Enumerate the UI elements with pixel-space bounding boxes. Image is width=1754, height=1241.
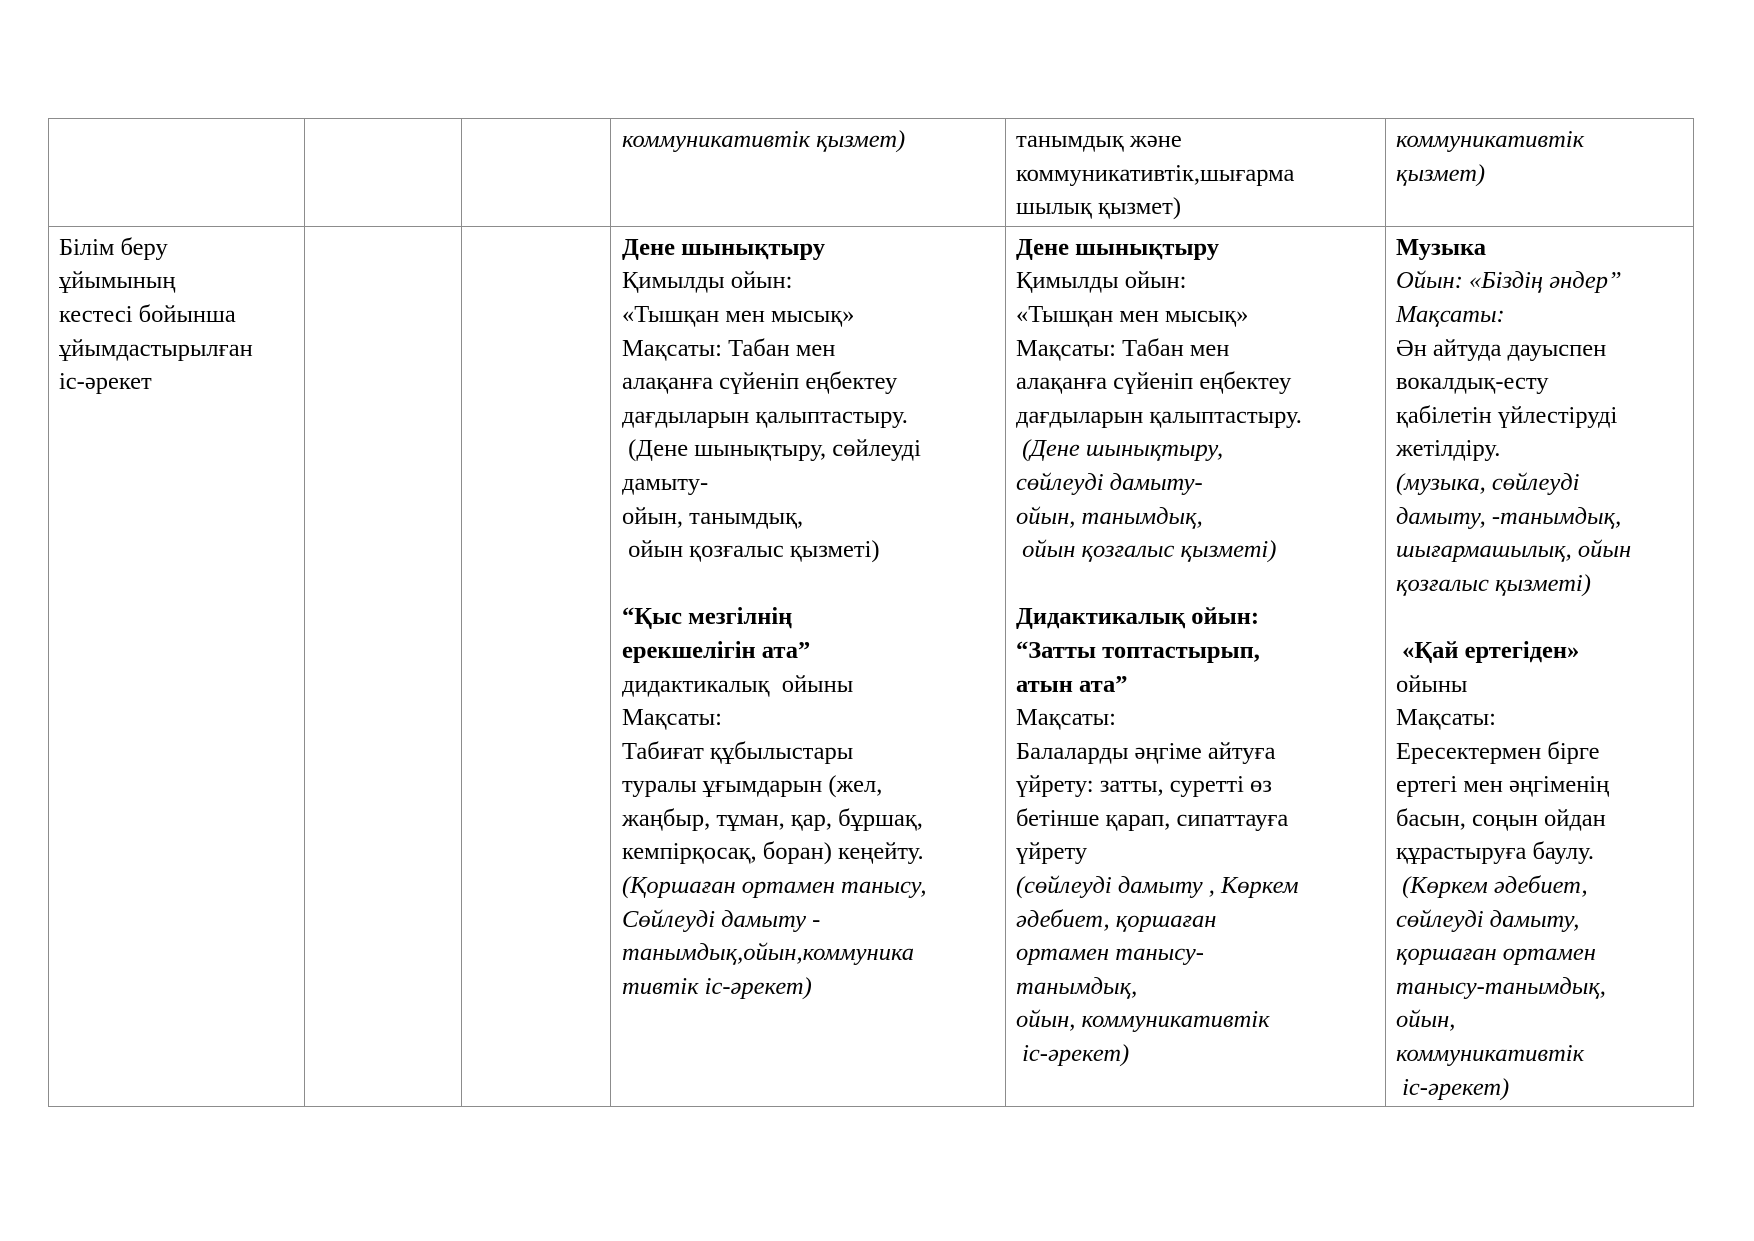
cell-text-line: құрастыруға баулу. <box>1396 838 1594 866</box>
cell-text-line: Мақсаты: <box>1396 704 1496 732</box>
cell-text-line: Білім беру <box>59 233 168 261</box>
cell-text-line: сөйлеуді дамыту- <box>1016 468 1203 496</box>
cell-text-line: іс-әрекет) <box>1016 1040 1130 1068</box>
cell-text-line: «Қай ертегіден» <box>1396 636 1580 664</box>
cell-text-line: коммуникативтік,шығарма <box>1016 159 1295 187</box>
cell-text-line: дамыту- <box>622 468 709 496</box>
cell-text-line: Ересектермен бірге <box>1396 737 1600 765</box>
cell-text-line: танымдық,ойын,коммуника <box>622 939 915 967</box>
cell-text-line <box>1016 567 1377 601</box>
cell-text-line: Қимылды ойын: <box>1016 267 1187 295</box>
cell-text-line: қозғалыс қызметі) <box>1396 569 1591 597</box>
cell-text-line: “Қыс мезгілнің <box>622 603 793 631</box>
cell-text-line: жаңбыр, тұман, қар, бұршақ, <box>622 804 923 832</box>
activity-label-cell <box>49 226 305 1106</box>
cell-text-line: дамыту, -танымдық, <box>1396 502 1622 530</box>
cell-text-line: кемпірқосақ, боран) кеңейту. <box>622 838 924 866</box>
cell-text-line: ұйымының <box>59 267 176 295</box>
cell-text-line: үйрету <box>1016 838 1088 866</box>
cell-text-line: коммуникативтік <box>1396 126 1585 153</box>
cell-text-line: Мақсаты: <box>1016 704 1116 732</box>
cell-text-line: (Дене шынықтыру, <box>1016 435 1224 463</box>
cell-text-line: ортамен танысу- <box>1016 939 1204 967</box>
cell-text-line: ұйымдастырылған <box>59 334 253 362</box>
cell-text-line: Мақсаты: Табан мен <box>1016 334 1230 362</box>
cell-text-line: Музыка <box>1396 233 1487 261</box>
activity-cell <box>1006 226 1386 1106</box>
cell-text-line: ерекшелігін ата” <box>622 636 811 664</box>
cell-text-line: танымдық, <box>1016 972 1138 1000</box>
table-cell <box>49 119 305 227</box>
cell-text-line: ойыны <box>1396 670 1468 698</box>
cell-text-line: туралы ұғымдарын (жел, <box>622 771 883 799</box>
cell-text-line: ойын қозғалыс қызметі) <box>622 536 880 564</box>
cell-text-line: Сөйлеуді дамыту - <box>622 905 821 933</box>
cell-text-line: “Затты топтастырып, <box>1016 636 1260 664</box>
cell-text-line: коммуникативтік қызмет) <box>622 126 906 153</box>
cell-text-line: алақанға сүйеніп еңбектеу <box>1016 368 1292 396</box>
cell-text-line: Дене шынықтыру <box>622 233 826 261</box>
cell-text-line: ертегі мен әңгіменің <box>1396 771 1610 799</box>
cell-text-line: тивтік іс-әрекет) <box>622 972 812 1000</box>
cell-text-line: ойын, танымдық, <box>1016 502 1203 530</box>
table-cell <box>611 119 1006 227</box>
cell-text-line: (Көркем әдебиет, <box>1396 872 1588 900</box>
cell-text-line <box>1396 600 1683 634</box>
cell-text-line: атын ата” <box>1016 670 1128 698</box>
cell-text-line: ойын, коммуникативтік <box>1016 1006 1270 1034</box>
cell-text-line: танымдық және <box>1016 126 1182 153</box>
cell-text-line: (сөйлеуді дамыту , Көркем <box>1016 872 1299 900</box>
cell-text-line: ойын қозғалыс қызметі) <box>1016 536 1277 564</box>
cell-text-line: басын, соңын ойдан <box>1396 804 1606 832</box>
cell-text-line: «Тышқан мен мысық» <box>1016 300 1249 328</box>
cell-text-line: бетінше қарап, сипаттауға <box>1016 804 1289 832</box>
cell-text-line: «Тышқан мен мысық» <box>622 300 855 328</box>
table-row <box>49 119 1694 227</box>
cell-text-line: дағдыларын қалыптастыру. <box>622 401 908 429</box>
table-cell <box>305 226 462 1106</box>
activity-cell <box>1386 226 1694 1106</box>
cell-text-line: сөйлеуді дамыту, <box>1396 905 1580 933</box>
cell-text-line: дидактикалық ойыны <box>622 670 854 698</box>
cell-text-line: Дидактикалық ойын: <box>1016 603 1259 631</box>
cell-text-line: Ойын: «Біздің әндер” <box>1396 267 1622 295</box>
cell-text-line: қызмет) <box>1396 159 1486 187</box>
table-cell <box>1006 119 1386 227</box>
cell-text-line: ойын, <box>1396 1006 1456 1034</box>
cell-text-line: іс-әрекет) <box>1396 1073 1510 1101</box>
cell-text-line: шылық қызмет) <box>1016 193 1181 221</box>
cell-text-line: Қимылды ойын: <box>622 267 793 295</box>
table-row <box>49 226 1694 1106</box>
cell-text-line: Мақсаты: <box>1396 300 1505 328</box>
table-cell <box>462 119 611 227</box>
cell-text-line: әдебиет, қоршаған <box>1016 905 1217 933</box>
cell-text-line: (музыка, сөйлеуді <box>1396 468 1580 496</box>
table-cell <box>1386 119 1694 227</box>
cell-text-line: іс-әрекет <box>59 368 152 396</box>
cell-text-line <box>622 567 993 601</box>
cell-text-line: алақанға сүйеніп еңбектеу <box>622 368 898 396</box>
cell-text-line: вокалдық-есту <box>1396 368 1549 396</box>
cell-text-line: (Қоршаған ортамен танысу, <box>622 872 927 900</box>
table-cell <box>305 119 462 227</box>
table-cell <box>462 226 611 1106</box>
cell-text-line: Табиғат құбылыстары <box>622 737 854 765</box>
cell-text-line: үйрету: затты, суретті өз <box>1016 771 1272 799</box>
cell-text-line: (Дене шынықтыру, сөйлеуді <box>622 435 921 463</box>
cell-text-line: шығармашылық, ойын <box>1396 536 1632 564</box>
cell-text-line: коммуникативтік <box>1396 1040 1585 1068</box>
cell-text-line: Ән айтуда дауыспен <box>1396 334 1607 362</box>
activity-cell <box>611 226 1006 1106</box>
cell-text-line: Мақсаты: Табан мен <box>622 334 836 362</box>
cell-text-line: танысу-танымдық, <box>1396 972 1606 1000</box>
cell-text-line: Мақсаты: <box>622 704 722 732</box>
cell-text-line: дағдыларын қалыптастыру. <box>1016 401 1302 429</box>
cell-text-line: Балаларды әңгіме айтуға <box>1016 737 1276 765</box>
cell-text-line: қоршаған ортамен <box>1396 939 1596 967</box>
schedule-table <box>48 118 1694 1107</box>
cell-text-line: жетілдіру. <box>1396 435 1501 463</box>
cell-text-line: Дене шынықтыру <box>1016 233 1220 261</box>
cell-text-line: ойын, танымдық, <box>622 502 804 530</box>
cell-text-line: қабілетін үйлестіруді <box>1396 401 1618 429</box>
cell-text-line: кестесі бойынша <box>59 300 236 328</box>
